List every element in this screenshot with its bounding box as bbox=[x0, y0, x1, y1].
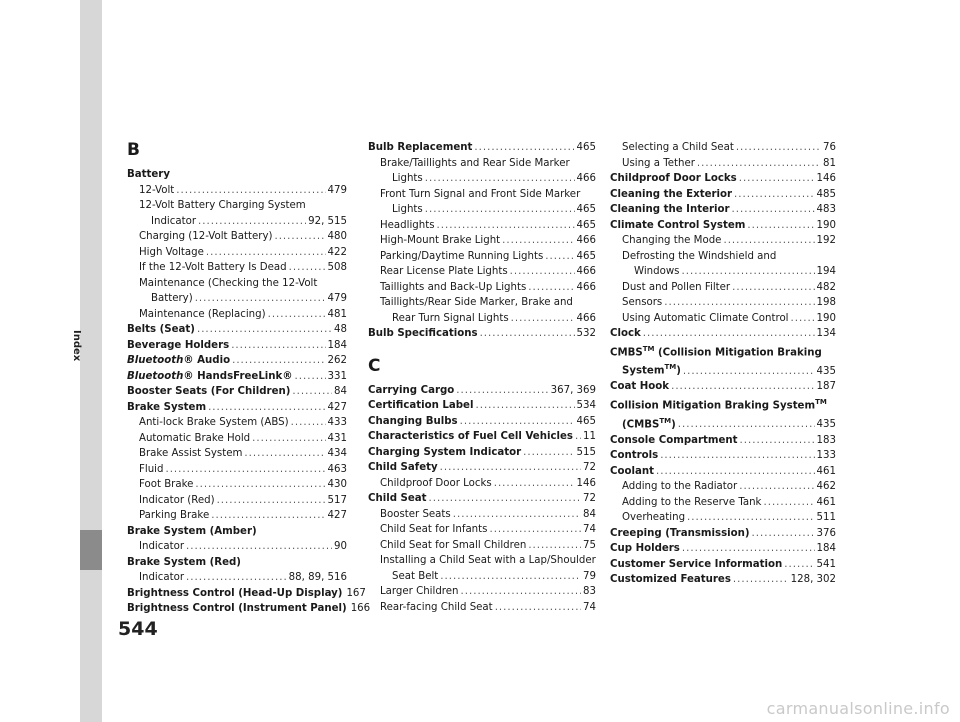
index-entry: Brake System (Amber) bbox=[127, 525, 257, 537]
index-entry[interactable]: High-Mount Brake Light ..... 466 bbox=[368, 233, 596, 249]
index-entry: Front Turn Signal and Front Side Marker bbox=[380, 188, 581, 200]
index-entry[interactable]: If the 12-Volt Battery Is Dead ..... 508 bbox=[127, 260, 347, 276]
index-entry[interactable]: Coat Hook ..... 187 bbox=[610, 379, 836, 395]
index-entry[interactable]: Selecting a Child Seat ..... 76 bbox=[610, 140, 836, 156]
letter-heading-b: B bbox=[127, 140, 140, 160]
page-number: 544 bbox=[118, 618, 158, 640]
index-entry[interactable]: Dust and Pollen Filter ..... 482 bbox=[610, 280, 836, 296]
index-entry[interactable]: Lights ..... 466 bbox=[368, 171, 596, 187]
index-entry[interactable]: Charging (12-Volt Battery) ..... 480 bbox=[127, 229, 347, 245]
index-entry[interactable]: Controls ..... 133 bbox=[610, 448, 836, 464]
index-entry[interactable]: Indicator ..... 90 bbox=[127, 539, 347, 555]
index-entry[interactable]: Rear-facing Child Seat ..... 74 bbox=[368, 600, 596, 616]
index-entry[interactable]: Indicator ..... 92, 515 bbox=[127, 214, 347, 230]
index-entry: 12-Volt Battery Charging System bbox=[139, 200, 306, 211]
index-entry[interactable]: Bluetooth® HandsFreeLink® ..... 331 bbox=[127, 369, 347, 385]
sidebar-tab-block bbox=[80, 132, 102, 232]
letter-heading-c: C bbox=[368, 355, 381, 376]
index-entry[interactable]: Certification Label ..... 534 bbox=[368, 398, 596, 414]
index-entry[interactable]: Adding to the Radiator ..... 462 bbox=[610, 479, 836, 495]
index-entry[interactable]: High Voltage ..... 422 bbox=[127, 245, 347, 261]
index-entry[interactable]: Maintenance (Replacing) ..... 481 bbox=[127, 307, 347, 323]
index-entry[interactable]: Characteristics of Fuel Cell Vehicles ..... 11 bbox=[368, 429, 596, 445]
index-entry[interactable]: Anti-lock Brake System (ABS) ..... 433 bbox=[127, 415, 347, 431]
index-entry[interactable]: Seat Belt ..... 79 bbox=[368, 569, 596, 585]
index-entry[interactable]: System™) ..... 435 bbox=[610, 360, 836, 379]
index-entry[interactable]: Customized Features ..... 128, 302 bbox=[610, 572, 836, 588]
index-entry[interactable]: Climate Control System ..... 190 bbox=[610, 218, 836, 234]
index-entry-battery: Battery bbox=[127, 169, 170, 180]
index-entry[interactable]: Child Seat for Small Children ..... 75 bbox=[368, 538, 596, 554]
index-entry[interactable]: Taillights and Back-Up Lights ..... 466 bbox=[368, 280, 596, 296]
index-entry[interactable]: Belts (Seat) ..... 48 bbox=[127, 322, 347, 338]
index-entry[interactable]: Changing the Mode ..... 192 bbox=[610, 233, 836, 249]
index-entry[interactable]: Parking Brake ..... 427 bbox=[127, 508, 347, 524]
index-entry: Brake System (Red) bbox=[127, 556, 241, 568]
index-entry[interactable]: Booster Seats (For Children) ..... 84 bbox=[127, 384, 347, 400]
index-entry[interactable]: Bulb Replacement ..... 465 bbox=[368, 140, 596, 156]
index-entry[interactable]: Indicator (Red) ..... 517 bbox=[127, 493, 347, 509]
index-entry[interactable]: Childproof Door Locks ..... 146 bbox=[368, 476, 596, 492]
index-entry[interactable]: Bluetooth® Audio ..... 262 bbox=[127, 353, 347, 369]
index-entry[interactable]: Coolant ..... 461 bbox=[610, 464, 836, 480]
index-entry[interactable]: Indicator ..... 88, 89, 516 bbox=[127, 570, 347, 586]
index-entry[interactable]: Brightness Control (Head-Up Display) 167 bbox=[127, 587, 366, 599]
index-column-3 bbox=[610, 140, 836, 588]
index-entry[interactable]: Child Seat for Infants ..... 74 bbox=[368, 522, 596, 538]
index-entry[interactable]: Child Safety ..... 72 bbox=[368, 460, 596, 476]
index-entry[interactable]: Customer Service Information ..... 541 bbox=[610, 557, 836, 573]
index-entry: Maintenance (Checking the 12-Volt bbox=[139, 277, 318, 289]
index-entry[interactable]: Cleaning the Exterior ..... 485 bbox=[610, 187, 836, 203]
index-entry[interactable]: Larger Children ..... 83 bbox=[368, 584, 596, 600]
index-entry[interactable]: Beverage Holders ..... 184 bbox=[127, 338, 347, 354]
index-entry[interactable]: Windows ..... 194 bbox=[610, 264, 836, 280]
index-entry: Collision Mitigation Braking System™ bbox=[610, 397, 827, 412]
index-entry[interactable]: Lights ..... 465 bbox=[368, 202, 596, 218]
index-entry[interactable]: Charging System Indicator ..... 515 bbox=[368, 445, 596, 461]
index-entry[interactable]: Rear Turn Signal Lights ..... 466 bbox=[368, 311, 596, 327]
index-entry[interactable]: Fluid ..... 463 bbox=[127, 462, 347, 478]
index-entry[interactable]: Creeping (Transmission) ..... 376 bbox=[610, 526, 836, 542]
index-entry[interactable]: Overheating ..... 511 bbox=[610, 510, 836, 526]
index-column-1 bbox=[127, 140, 371, 617]
index-entry[interactable]: Foot Brake ..... 430 bbox=[127, 477, 347, 493]
index-entry[interactable]: Brake Assist System ..... 434 bbox=[127, 446, 347, 462]
index-entry[interactable]: Parking/Daytime Running Lights ..... 465 bbox=[368, 249, 596, 265]
index-entry: Brake/Taillights and Rear Side Marker bbox=[380, 157, 570, 169]
index-entry[interactable]: Carrying Cargo ..... 367, 369 bbox=[368, 383, 596, 399]
side-tab-label: Index bbox=[71, 330, 82, 362]
index-column-2 bbox=[368, 140, 596, 615]
index-entry: Defrosting the Windshield and bbox=[622, 250, 777, 262]
index-entry: Installing a Child Seat with a Lap/Shoulder bbox=[380, 555, 596, 566]
index-entry[interactable]: Brightness Control (Instrument Panel) 166 bbox=[127, 603, 371, 614]
watermark: carmanualsonline.info bbox=[766, 699, 950, 718]
index-entry[interactable]: Childproof Door Locks ..... 146 bbox=[610, 171, 836, 187]
index-entry[interactable]: Adding to the Reserve Tank ..... 461 bbox=[610, 495, 836, 511]
index-entry[interactable]: (CMBS™) ..... 435 bbox=[610, 414, 836, 433]
index-entry[interactable]: Headlights ..... 465 bbox=[368, 218, 596, 234]
index-entry[interactable]: Child Seat ..... 72 bbox=[368, 491, 596, 507]
index-entry: Taillights/Rear Side Marker, Brake and bbox=[380, 297, 573, 308]
index-entry[interactable]: Bulb Specifications ..... 532 bbox=[368, 326, 596, 342]
index-entry[interactable]: Console Compartment ..... 183 bbox=[610, 433, 836, 449]
index-sidebar bbox=[80, 0, 102, 722]
index-entry[interactable]: Cup Holders ..... 184 bbox=[610, 541, 836, 557]
index-entry[interactable]: 12-Volt ..... 479 bbox=[127, 183, 347, 199]
index-entry: CMBS™ (Collision Mitigation Braking bbox=[610, 344, 822, 358]
index-entry[interactable]: Using a Tether ..... 81 bbox=[610, 156, 836, 172]
index-entry[interactable]: Booster Seats ..... 84 bbox=[368, 507, 596, 523]
index-entry[interactable]: Brake System ..... 427 bbox=[127, 400, 347, 416]
index-entry[interactable]: Cleaning the Interior ..... 483 bbox=[610, 202, 836, 218]
index-entry[interactable]: Rear License Plate Lights ..... 466 bbox=[368, 264, 596, 280]
sidebar-active-marker bbox=[80, 530, 102, 570]
index-entry[interactable]: Changing Bulbs ..... 465 bbox=[368, 414, 596, 430]
index-entry[interactable]: Using Automatic Climate Control ..... 190 bbox=[610, 311, 836, 327]
index-entry[interactable]: Clock ..... 134 bbox=[610, 326, 836, 342]
index-entry[interactable]: Sensors ..... 198 bbox=[610, 295, 836, 311]
index-entry[interactable]: Battery) ..... 479 bbox=[127, 291, 347, 307]
index-entry[interactable]: Automatic Brake Hold ..... 431 bbox=[127, 431, 347, 447]
